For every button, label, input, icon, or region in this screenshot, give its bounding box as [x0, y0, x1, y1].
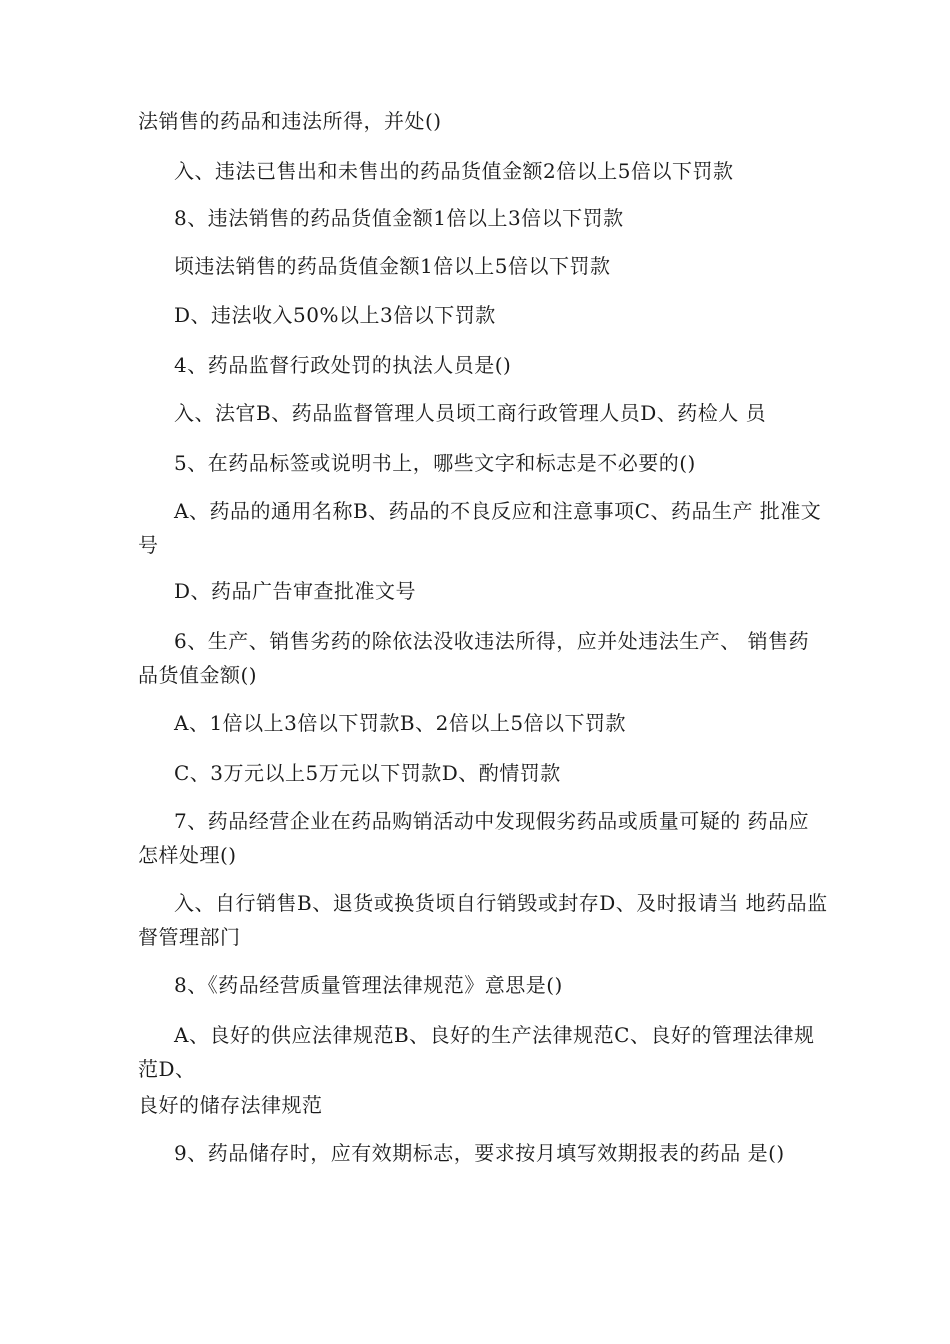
question-7-options: 入、自行销售B、退货或换货顷自行销毁或封存D、及时报请当 地药品监督管理部门 [138, 891, 828, 949]
question-8: 8、《药品经营质量管理法律规范》意思是() [174, 973, 563, 997]
option-c: 顷违法销售的药品货值金额1倍以上5倍以下罚款 [174, 254, 611, 278]
question-4: 4、药品监督行政处罚的执法人员是() [174, 353, 512, 377]
option-b: 8、违法销售的药品货值金额1倍以上3倍以下罚款 [174, 206, 624, 230]
option-d: D、违法收入50%以上3倍以下罚款 [174, 303, 496, 327]
question-9: 9、药品储存时，应有效期标志，要求按月填写效期报表的药品 是() [174, 1141, 785, 1165]
question-6: 6、生产、销售劣药的除依法没收违法所得，应并处违法生产、 销售药品货值金额() [138, 629, 810, 687]
question-5-option-d: D、药品广告审查批准文号 [174, 579, 417, 603]
question-4-options: 入、法官B、药品监督管理人员顷工商行政管理人员D、药检人 员 [174, 401, 767, 425]
question-5: 5、在药品标签或说明书上，哪些文字和标志是不必要的() [174, 451, 696, 475]
paragraph-continuation: 法销售的药品和违法所得，并处() [138, 109, 442, 133]
question-6-options-cd: C、3万元以上5万元以下罚款D、酌情罚款 [174, 761, 561, 785]
question-8-option-d-text: 良好的储存法律规范 [138, 1093, 323, 1117]
question-6-options-ab: A、1倍以上3倍以下罚款B、2倍以上5倍以下罚款 [174, 711, 627, 735]
question-7: 7、药品经营企业在药品购销活动中发现假劣药品或质量可疑的 药品应怎样处理() [138, 809, 810, 867]
option-a: 入、违法已售出和未售出的药品货值金额2倍以上5倍以下罚款 [174, 159, 734, 183]
question-5-options-abc: A、药品的通用名称B、药品的不良反应和注意事项C、药品生产 批准文号 [138, 499, 822, 557]
question-8-options-abcd: A、良好的供应法律规范B、良好的生产法律规范C、良好的管理法律规范D、 [138, 1023, 815, 1081]
